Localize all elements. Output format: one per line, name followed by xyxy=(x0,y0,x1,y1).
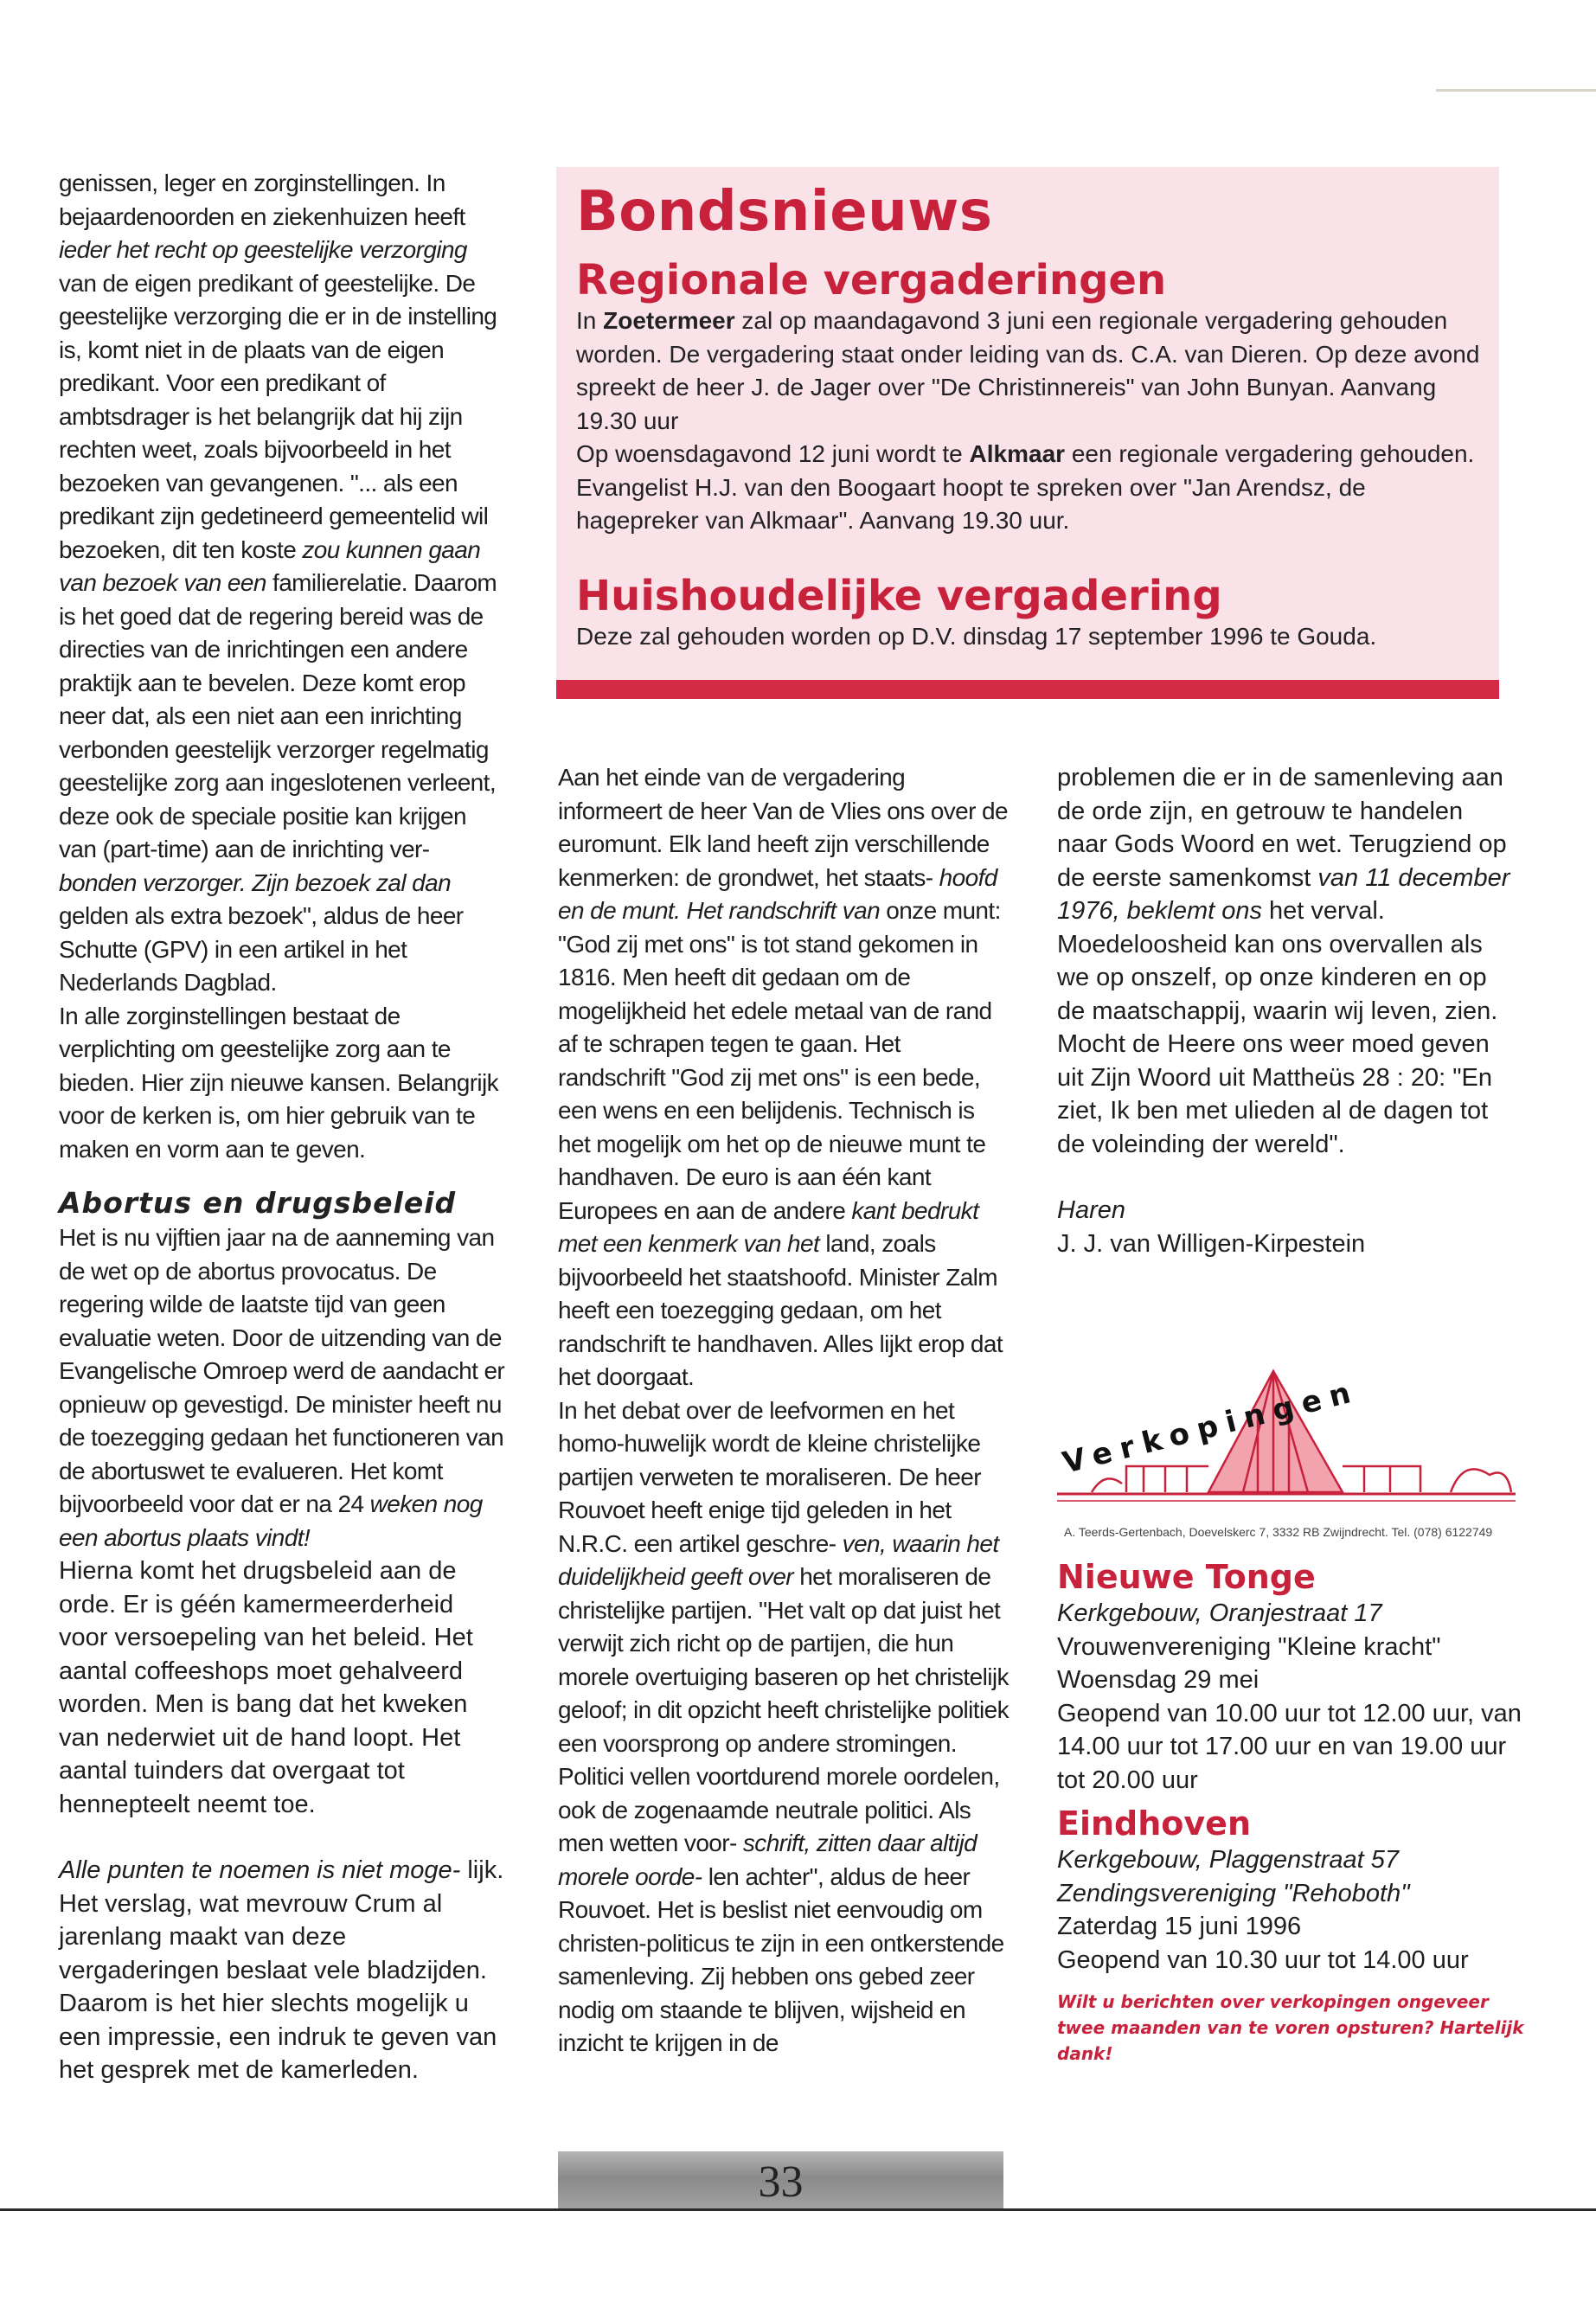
page-number: 33 xyxy=(758,2157,804,2207)
paragraph-closing: problemen die er in de samenleving aan de orde zijn, en getrouw te handelen naar Gods Woord en wet. Terugziend op de eerste samenkomst van 11 december 1976, beklemt ons het verval. Moedeloosheid kan ons overvallen als we op onszelf, op onze kinderen en op de maatschappij, waarin wij leven, zien. Mocht de Heere ons weer moed geven uit Zijn Woord uit Mattheüs 28 : 20: "En ziet, Ik ben met ulieden al de dagen tot de voleinding der wereld". xyxy=(1057,764,1510,1158)
household-meeting-title: Huishoudelijke vergadering xyxy=(576,572,1222,620)
sale-title-nieuwe-tonge: Nieuwe Tonge xyxy=(1057,1558,1316,1596)
sale-date: Woensdag 29 mei xyxy=(1057,1666,1259,1694)
paragraph-euromunt: Aan het einde van de vergadering informeert de heer Van de Vlies ons over de euromunt. Elk land heeft zijn verschillende kenmerken: de grondwet, het staats- hoofd en de munt. Het randschrift van onze munt: "God zij met ons" is tot stand gekomen in 1816. Men heeft dit gedaan om de mogelijkheid het edele metaal van de rand af te schrapen tegen te gaan. Het randschrift "God zij met ons" is een bede, een wens en een belijdenis. Technisch is het mogelijk om het op de nieuwe munt te handhaven. De euro is aan één kant Europees en aan de andere kant bedrukt met een kenmerk van het land, zoals bijvoorbeeld het staatshoofd. Minister Zalm heeft een toezegging gedaan, om het randschrift te handhaven. Alles lijkt erop dat het doorgaat. xyxy=(558,764,1008,1390)
bottom-rule xyxy=(0,2208,1596,2211)
column-right xyxy=(1057,761,1516,1260)
paragraph-drugs: Hierna komt het drugsbeleid aan de orde. Er is géén kamermeerderheid voor versoepeling van het beleid. Het aantal coffeeshops moet gehalveerd worden. Men is bang dat het kweken van nederwiet uit de hand loopt. Het aantal tuinders dat overgaat tot hennepteelt neemt toe. xyxy=(59,1557,473,1818)
sale-date: Zaterdag 15 juni 1996 xyxy=(1057,1913,1302,1940)
sale-hours: Geopend van 10.30 uur tot 14.00 uur xyxy=(1057,1945,1469,1974)
sales-list xyxy=(1057,1557,1524,2067)
sale-organization: Zendingsvereniging "Rehoboth" xyxy=(1057,1879,1410,1907)
regional-meetings-title: Regionale vergaderingen xyxy=(576,256,1167,304)
church-drawing-icon xyxy=(1057,1362,1516,1509)
sale-hours: Geopend van 10.00 uur tot 12.00 uur, van 14.00 uur tot 17.00 uur en van 19.00 uur tot 20.00 uur xyxy=(1057,1699,1522,1794)
sale-location: Kerkgebouw, Oranjestraat 17 xyxy=(1057,1599,1382,1627)
signature-author: J. J. van Willigen-Kirpestein xyxy=(1057,1229,1366,1258)
verkopingen-logo xyxy=(1057,1362,1516,1509)
paragraph-report: Alle punten te noemen is niet moge- lijk. Het verslag, wat mevrouw Crum al jarenlang maakt van deze vergaderingen beslaat vele bladzijden. Daarom is het hier slechts mogelijk u een impressie, een indruk te geven van het gesprek met de kamerleden. xyxy=(59,1856,504,2084)
sale-organization: Vrouwenvereniging "Kleine kracht" xyxy=(1057,1632,1441,1661)
top-rule xyxy=(1436,89,1596,92)
household-meeting-section xyxy=(576,572,1484,654)
bondsnieuws-box xyxy=(556,167,1499,699)
column-middle xyxy=(558,761,1012,2061)
column-left xyxy=(59,167,509,2087)
zoetermeer-paragraph: In Zoetermeer zal op maandagavond 3 juni een regionale vergadering gehouden worden. De vergadering staat onder leiding van ds. C.A. van Dieren. Op deze avond spreekt de heer J. de Jager over "De Christinnereis" van John Bunyan. Aanvang 19.30 uur xyxy=(576,307,1480,434)
paragraph-abortus: Het is nu vijftien jaar na de aanneming van de wet op de abortus provocatus. De regering wilde de laatste tijd van geen evaluatie weten. Door de uitzending van de Evangelische Omroep werd de aandacht er opnieuw op gevestigd. De minister heeft nu de toezegging gedaan het functioneren van de abortuswet te evalueren. Het komt bijvoorbeeld voor dat er na 24 weken nog een abortus plaats vindt! xyxy=(59,1224,505,1551)
box-bottom-bar xyxy=(556,680,1499,699)
paragraph-moraliseren: In het debat over de leefvormen en het homo-huwelijk wordt de kleine christelijke partijen verweten te moraliseren. De heer Rouvoet heeft enige tijd geleden in het N.R.C. een artikel geschre- ven, waarin het duidelijkheid geeft over het moraliseren de christelijke partijen. "Het valt op dat juist het verwijt zich richt op de partijen, die hun morele overtuiging baseren op het christelijk geloof; in dit opzicht heeft christelijke politiek een voorsprong op andere stromingen. Politici vellen voortdurend morele oordelen, ook de zogenaamde neutrale politici. Als men wetten voor- schrift, zitten daar altijd morele oorde- len achter", aldus de heer Rouvoet. Het is beslist niet eenvoudig om christen-politicus te zijn in een ontkerstende samenleving. Zij hebben ons gebed zeer nodig om staande te blijven, wijsheid en inzicht te krijgen in de xyxy=(558,1396,1009,2056)
subhead-abortus: Abortus en drugsbeleid xyxy=(59,1186,457,1220)
verkopingen-logo-text: Verkopingen xyxy=(1059,1373,1362,1481)
bondsnieuws-title: Bondsnieuws xyxy=(576,180,993,244)
sale-title-eindhoven: Eindhoven xyxy=(1057,1804,1251,1843)
contact-address: A. Teerds-Gertenbach, Doevelskerc 7, 3332 RB Zwijndrecht. Tel. (078) 6122749 xyxy=(1064,1525,1493,1539)
paragraph-care-institutions: In alle zorginstellingen bestaat de verplichting om geestelijke zorg aan te bieden. Hier zijn nieuwe kansen. Belangrijk voor de kerken is, om hier gebruik van te maken en vorm aan te geven. xyxy=(59,1002,499,1163)
sale-location: Kerkgebouw, Plaggenstraat 57 xyxy=(1057,1846,1399,1874)
household-meeting-text: Deze zal gehouden worden op D.V. dinsdag 17 september 1996 te Gouda. xyxy=(576,623,1377,650)
submission-note: Wilt u berichten over verkopingen ongeveer twee maanden van te voren opsturen? Hartelijk dank! xyxy=(1057,1991,1524,2064)
regional-meetings-section xyxy=(576,256,1484,538)
paragraph-care-rights: genissen, leger en zorginstellingen. In bejaardenoorden en ziekenhuizen heeft ieder het recht op geestelijke verzorging van de eigen predikant of geestelijke. De geestelijke verzorging die er in de instelling is, komt niet in de plaats van de eigen predikant. Voor een predikant of ambtsdrager is het belangrijk dat hij zijn rechten weet, zoals bijvoorbeeld in het bezoeken van gevangenen. "... als een predikant zijn gedetineerd gemeentelid wil bezoeken, dit ten koste zou kunnen gaan van bezoek van een familierelatie. Daarom is het goed dat de regering bereid was de directies van de inrichtingen een andere praktijk aan te bevelen. Deze komt erop neer dat, als een niet aan een inrichting verbonden geestelijk verzorger regelmatig geestelijke zorg aan ingeslotenen verleent, deze ook de speciale positie kan krijgen van (part-time) aan de inrichting ver- bonden verzorger. Zijn bezoek zal dan gelden als extra bezoek", aldus de heer Schutte (GPV) in een artikel in het Nederlands Dagblad. xyxy=(59,170,497,996)
signature-place: Haren xyxy=(1057,1196,1125,1224)
alkmaar-paragraph: Op woensdagavond 12 juni wordt te Alkmaar een regionale vergadering gehouden. Evangelist H.J. van den Boogaart hoopt te spreken over "Jan Arendsz, de hagepreker van Alkmaar". Aanvang 19.30 uur. xyxy=(576,440,1475,534)
